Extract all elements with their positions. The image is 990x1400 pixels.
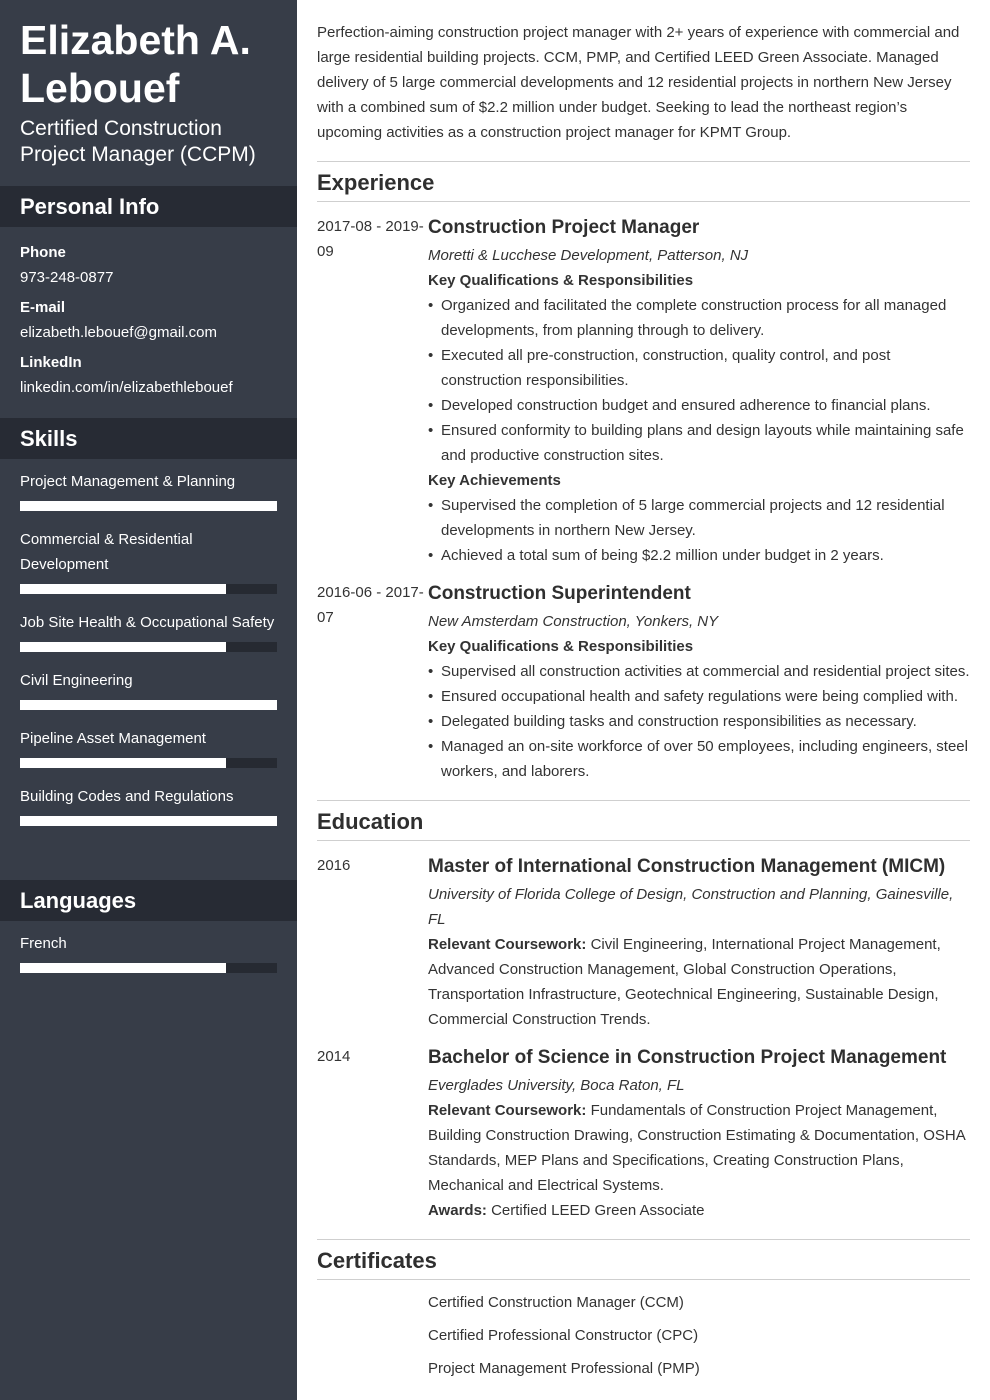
email-label: E-mail [20, 299, 66, 316]
candidate-name-line2: Lebouef [20, 65, 180, 111]
qualifications-heading: Key Qualifications & Responsibilities [428, 638, 694, 655]
skills-list [0, 459, 297, 880]
job-employer: New Amsterdam Construction, Yonkers, NY [428, 613, 719, 630]
skill-item [20, 527, 277, 594]
language-item [20, 931, 277, 973]
education-details [428, 1044, 970, 1223]
candidate-name [20, 16, 277, 112]
linkedin-label: LinkedIn [20, 354, 82, 371]
job-details [428, 580, 970, 784]
coursework-label: Relevant Coursework: [428, 1102, 587, 1119]
personal-info-heading: Personal Info [0, 186, 297, 227]
skill-level-bar [20, 642, 277, 652]
list-item: • Executed all pre-construction, construction, quality control, and post construction responsibilities. [428, 343, 970, 393]
skill-level-bar [20, 501, 277, 511]
profile-summary: Perfection-aiming construction project manager with 2+ years of experience with commercial and large residential building projects. CCM, PMP, and Certified LEED Green Associate. Managed delivery of 5 large commercial developments and 12 residential projects in northern New Jersey with a combined sum of $2.2 million under budget. Seeking to lead the northeast region’s upcoming activities as a construction project manager for KPMT Group. [317, 20, 970, 162]
list-item: • Organized and facilitated the complete construction process for all managed developments, from planning through to delivery. [428, 293, 970, 343]
awards-label: Awards: [428, 1202, 487, 1219]
list-item: • Managed an on-site workforce of over 50 employees, including engineers, steel workers, and laborers. [428, 734, 970, 784]
job-employer: Moretti & Lucchese Development, Patterson, NJ [428, 247, 749, 264]
linkedin-value: linkedin.com/in/elizabethlebouef [20, 379, 233, 396]
awards [428, 1198, 970, 1223]
sidebar [0, 0, 297, 1400]
job-title: Construction Project Manager [428, 217, 700, 238]
sidebar-header [0, 0, 297, 186]
skill-level-fill [20, 758, 226, 768]
certificate-item: Certified Construction Manager (CCM) [428, 1294, 684, 1311]
qualifications-list [428, 293, 970, 468]
school-name: Everglades University, Boca Raton, FL [428, 1077, 685, 1094]
job-entry [317, 214, 970, 568]
main-content [317, 20, 970, 1389]
skill-item [20, 726, 277, 768]
personal-info [0, 227, 297, 418]
skill-level-fill [20, 642, 226, 652]
skill-name: Pipeline Asset Management [20, 730, 206, 747]
education-date: 2016 [317, 857, 351, 874]
awards-text: Certified LEED Green Associate [491, 1202, 705, 1219]
language-level-fill [20, 963, 226, 973]
education-section [317, 801, 970, 1240]
certificates-section [317, 1240, 970, 1381]
list-item: • Supervised all construction activities at commercial and residential project sites. [428, 659, 970, 684]
coursework-label: Relevant Coursework: [428, 936, 587, 953]
coursework-text: Fundamentals of Construction Project Management, Building Construction Drawing, Construction Estimating & Documentation, OSHA Standards, MEP Plans and Specifications, Creating Construction Plans, Mechanical and Electrical Systems. [428, 1102, 965, 1194]
skill-level-bar [20, 758, 277, 768]
achievements-heading: Key Achievements [428, 472, 561, 489]
skill-level-bar [20, 700, 277, 710]
school-name: University of Florida College of Design, Construction and Planning, Gainesville, FL [428, 886, 954, 928]
experience-heading: Experience [317, 162, 970, 202]
degree-title: Master of International Construction Management (MICM) [428, 856, 946, 877]
achievements-list [428, 493, 970, 568]
skill-level-fill [20, 700, 277, 710]
job-title: Construction Superintendent [428, 583, 691, 604]
skill-item [20, 668, 277, 710]
list-item: • Achieved a total sum of being $2.2 million under budget in 2 years. [428, 543, 970, 568]
language-level-bar [20, 963, 277, 973]
qualifications-list [428, 659, 970, 784]
job-date: 2016-06 - 2017-07 [317, 584, 424, 626]
job-entry [317, 580, 970, 801]
skill-name: Job Site Health & Occupational Safety [20, 614, 275, 631]
email-value: elizabeth.lebouef@gmail.com [20, 324, 217, 341]
skill-name: Commercial & Residential Development [20, 531, 193, 573]
job-date: 2017-08 - 2019-09 [317, 218, 424, 260]
skills-heading: Skills [0, 418, 297, 459]
skill-level-fill [20, 816, 277, 826]
languages-list [0, 921, 297, 973]
education-heading: Education [317, 801, 970, 841]
skill-item [20, 610, 277, 652]
certificates-heading: Certificates [317, 1240, 970, 1280]
coursework [428, 1098, 970, 1198]
skill-name: Project Management & Planning [20, 473, 236, 490]
certificates-list [317, 1280, 970, 1381]
degree-title: Bachelor of Science in Construction Project Management [428, 1047, 947, 1068]
experience-section [317, 162, 970, 801]
education-entry [317, 1044, 970, 1240]
education-details [428, 853, 970, 1032]
job-details [428, 214, 970, 568]
skill-level-bar [20, 816, 277, 826]
list-item: • Ensured occupational health and safety regulations were being complied with. [428, 684, 970, 709]
coursework-text: Civil Engineering, International Project Management, Advanced Construction Management, Global Construction Operations, Transportation Infrastructure, Geotechnical Engineering, Sustainable Design, Commercial Construction Trends. [428, 936, 941, 1028]
candidate-title: Certified Construction Project Manager (CCPM) [20, 117, 256, 166]
qualifications-heading: Key Qualifications & Responsibilities [428, 272, 694, 289]
languages-heading: Languages [0, 880, 297, 921]
phone-label: Phone [20, 244, 66, 261]
certificate-item: Certified Professional Constructor (CPC) [428, 1327, 699, 1344]
skill-level-fill [20, 584, 226, 594]
list-item: • Ensured conformity to building plans and design layouts while maintaining safe and productive construction sites. [428, 418, 970, 468]
skill-level-bar [20, 584, 277, 594]
skill-name: Civil Engineering [20, 672, 133, 689]
education-entry [317, 853, 970, 1032]
list-item: • Delegated building tasks and construction responsibilities as necessary. [428, 709, 970, 734]
list-item: • Developed construction budget and ensured adherence to financial plans. [428, 393, 970, 418]
candidate-name-line1: Elizabeth A. [20, 17, 251, 63]
skill-name: Building Codes and Regulations [20, 788, 234, 805]
skill-item [20, 784, 277, 826]
education-date: 2014 [317, 1048, 351, 1065]
certificate-item: Project Management Professional (PMP) [428, 1360, 700, 1377]
list-item: • Supervised the completion of 5 large commercial projects and 12 residential developments in northern New Jersey. [428, 493, 970, 543]
skill-item [20, 469, 277, 511]
phone-value: 973-248-0877 [20, 269, 114, 286]
coursework [428, 932, 970, 1032]
language-name: French [20, 935, 67, 952]
skill-level-fill [20, 501, 277, 511]
